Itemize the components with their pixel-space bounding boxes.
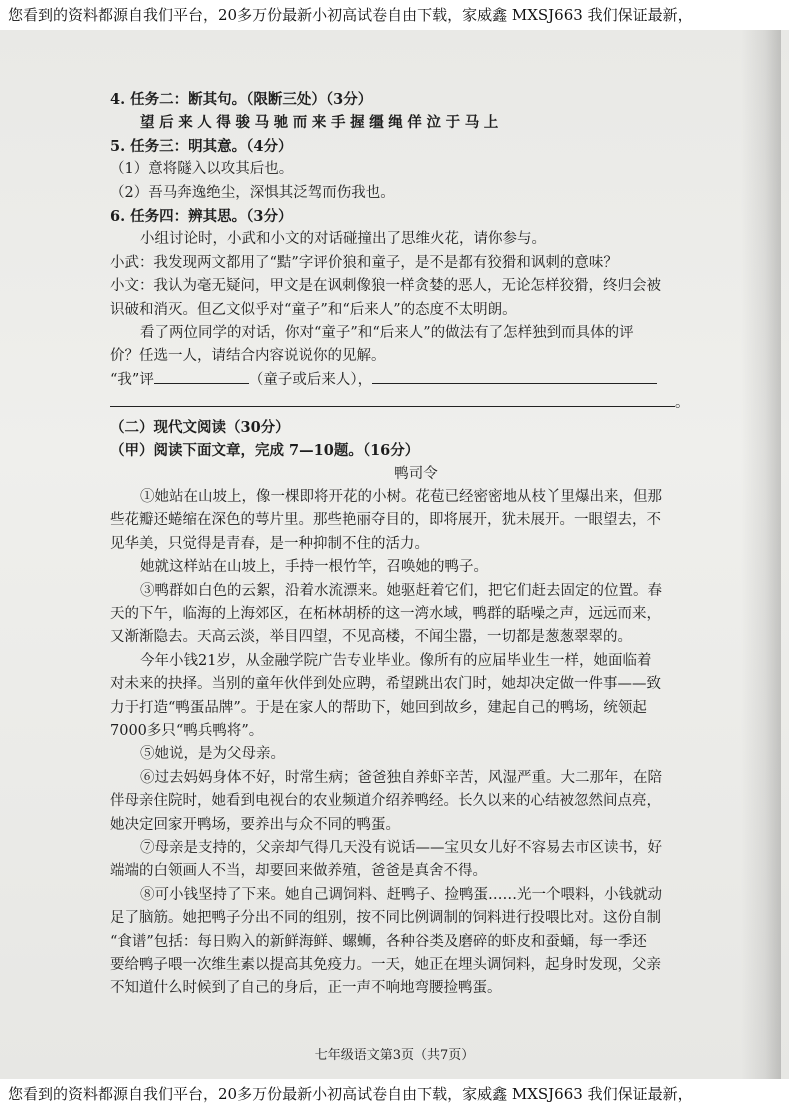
article-line: 要给鸭子喂一次维生素以提高其免疫力。一天，她正在埋头调饲料，起身时发现，父亲	[110, 957, 661, 974]
q6-fill-line-2	[110, 392, 722, 415]
article-title: 鸭司令	[394, 465, 438, 482]
top-banner: 您看到的资料都源自我们平台，20多万份最新小初高试卷自由下载，家威鑫 MXSJ663 我们保证最新，	[0, 0, 789, 30]
article-line: “食谱”包括：每日购入的新鲜海鲜、螺蛳，各种谷类及磨碎的虾皮和蚕蛹，每一季还	[110, 933, 647, 950]
article-body	[110, 486, 722, 1001]
article-line: 她决定回家开鸭场，要养出与众不同的鸭蛋。	[110, 816, 400, 833]
answer-blank-1[interactable]	[154, 369, 249, 384]
q6-xiaowen-1: 小文：我认为毫无疑问，甲文是在讽刺像狼一样贪婪的恶人，无论怎样狡猾，终归会被	[110, 278, 661, 295]
q5-item-1: （1）意将隧入以攻其后也。	[110, 161, 294, 178]
q6-prompt-1: 看了两位同学的对话，你对“童子”和“后来人”的做法有了怎样独到而具体的评	[140, 325, 634, 342]
article-line: ①她站在山坡上，像一棵即将开花的小树。花苞已经密密地从枝丫里爆出来，但那	[140, 488, 662, 505]
article-line: ⑥过去妈妈身体不好，时常生病；爸爸独自养虾辛苦，风湿严重。大二那年，在陪	[140, 769, 662, 786]
article-line: 又渐渐隐去。天高云淡，举目四望，不见高楼，不闻尘嚣，一切都是葱葱翠翠的。	[110, 629, 632, 646]
q6-fill-prefix: “我”评	[110, 371, 154, 388]
q6-title: 6. 任务四：辨其思。（3分）	[110, 208, 293, 226]
q6-fill-line	[110, 369, 722, 392]
q5-item-2: （2）吾马奔逸绝尘，深惧其泛驾而伤我也。	[110, 184, 395, 201]
exam-page	[0, 30, 789, 1079]
article-line: ⑧可小钱坚持了下来。她自己调饲料、赶鸭子、捡鸭蛋……光一个喂料，小钱就动	[140, 886, 662, 903]
article-line: 她就这样站在山坡上，手持一根竹竿，召唤她的鸭子。	[140, 559, 488, 576]
q6-xiaowu: 小武：我发现两文都用了“黠”字评价狼和童子，是不是都有狡猾和讽刺的意味？	[110, 254, 618, 271]
q6-intro: 小组讨论时，小武和小文的对话碰撞出了思维火花，请你参与。	[140, 231, 546, 248]
article-line: 伴母亲住院时，她看到电视台的农业频道介绍养鸭经。长久以来的心结被忽然间点亮，	[110, 793, 661, 810]
q6-xiaowen-2: 识破和消灭。但乙文似乎对“童子”和“后来人”的态度不太明朗。	[110, 301, 517, 318]
article-line: 对未来的抉择。当别的童年伙伴到处应聘，希望跳出农门时，她却决定做一件事——致	[110, 676, 661, 693]
article-line: ③鸭群如白色的云絮，沿着水流漂来。她驱赶着它们，把它们赶去固定的位置。春	[140, 582, 662, 599]
article-line: 不知道什么时候到了自己的身后，正一声不响地弯腰捡鸭蛋。	[110, 980, 502, 997]
article-line: ⑤她说，是为父母亲。	[140, 746, 285, 763]
page-content	[110, 88, 722, 1001]
q4-sentence: 望后来人得骏马驰而来手握缰绳佯泣于马上	[140, 114, 503, 132]
bottom-banner: 您看到的资料都源自我们平台，20多万份最新小初高试卷自由下载，家威鑫 MXSJ663 我们保证最新，	[0, 1079, 789, 1109]
answer-blank-3[interactable]	[110, 392, 675, 407]
article-line: 力于打造“鸭蛋品牌”。于是在家人的帮助下，她回到故乡，建起自己的鸭场，统领起	[110, 699, 647, 716]
article-line: 见华美，只觉得是青春，是一种抑制不住的活力。	[110, 535, 429, 552]
section2-title: （二）现代文阅读（30分）	[110, 418, 290, 436]
q5-title: 5. 任务三：明其意。（4分）	[110, 137, 293, 155]
article-line: 今年小钱21岁，从金融学院广告专业毕业。像所有的应届毕业生一样，她面临着	[140, 652, 652, 669]
article-line: 7000多只“鸭兵鸭将”。	[110, 722, 264, 739]
q4-title: 4. 任务二：断其句。（限断三处）（3分）	[110, 91, 373, 108]
page-footer: 七年级语文第3页（共7页）	[314, 1048, 475, 1063]
article-line: 天的下午，临海的上海郊区，在柘林胡桥的这一湾水域，鸭群的聒噪之声，远远而来，	[110, 605, 661, 622]
page-fold-shadow	[741, 30, 781, 1079]
article-line: ⑦母亲是支持的，父亲却气得几天没有说话——宝贝女儿好不容易去市区读书，好	[140, 840, 662, 856]
q6-prompt-2: 价？任选一人，请结合内容说说你的见解。	[110, 348, 386, 365]
article-line: 些花瓣还蜷缩在深色的萼片里。那些艳丽夺目的，即将展开，犹未展开。一眼望去，不	[110, 512, 661, 529]
article-line: 端端的白领画人不当，却要回来做养殖，爸爸是真舍不得。	[110, 863, 487, 880]
section2-sub: （甲）阅读下面文章，完成 7—10题。（16分）	[110, 442, 420, 460]
answer-blank-2[interactable]	[372, 369, 657, 384]
q6-fill-end: 。	[675, 395, 690, 412]
q6-fill-middle: （童子或后来人），	[248, 371, 373, 388]
article-line: 足了脑筋。她把鸭子分出不同的组别，按不同比例调制的饲料进行投喂比对。这份自制	[110, 910, 661, 927]
